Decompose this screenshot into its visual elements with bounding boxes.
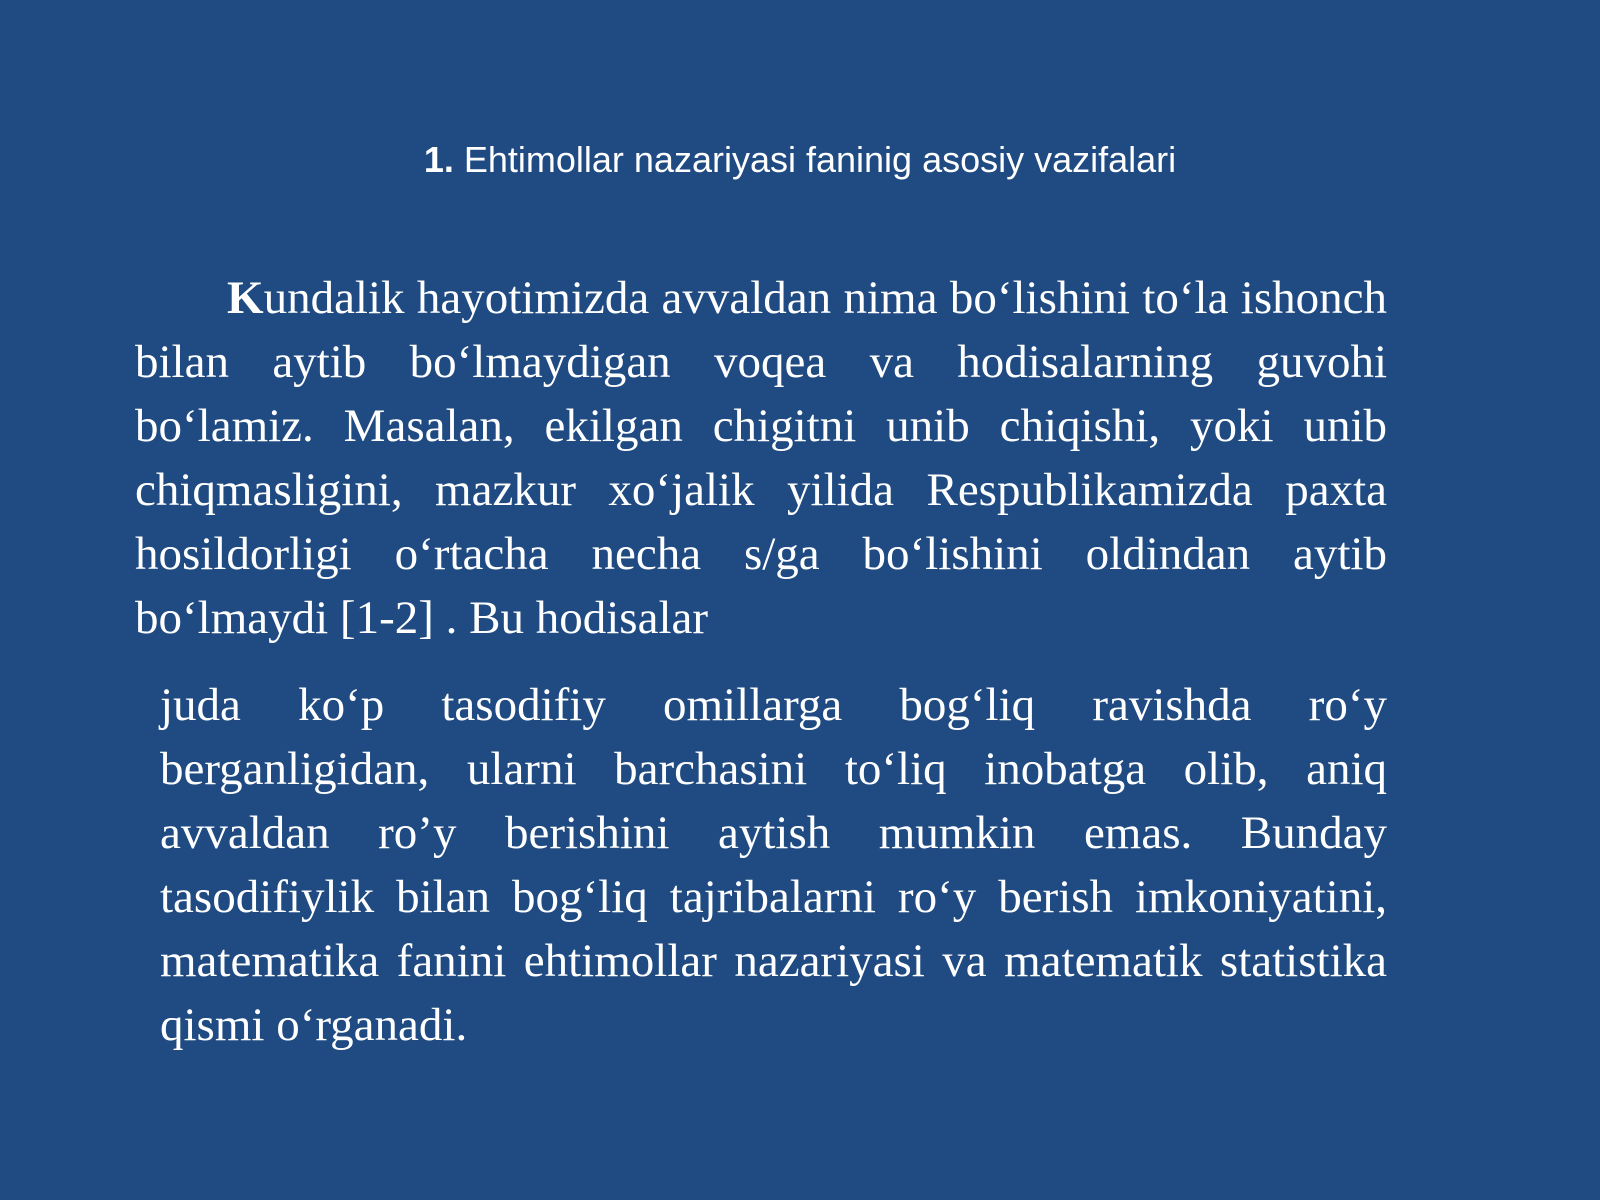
paragraph-1-text: undalik hayotimizda avvaldan nima bo‘lishini to‘la ishonch bilan aytib bo‘lmaydigan voqea va hodisalarning guvohi bo‘lamiz. Masalan, ekilgan chigitni unib chiqishi, yoki unib chiqmasligini, mazkur xo‘jalik yilida Respublikamizda paxta hosildorligi o‘rtacha necha s/ga bo‘lishini oldindan aytib bo‘lmaydi [1-2] . Bu hodisalar [135, 272, 1387, 644]
title-number: 1. [423, 139, 454, 180]
paragraph-first-letter: K [227, 272, 264, 324]
title-text: Ehtimollar nazariyasi faninig asosiy vazifalari [463, 139, 1177, 180]
slide-title [0, 136, 1600, 184]
paragraph-2-text: juda ko‘p tasodifiy omillarga bog‘liq ravishda ro‘y berganligidan, ularni barchasini to‘liq inobatga olib, aniq avvaldan ro’y berishini aytish mumkin emas. Bunday tasodifiylik bilan bog‘liq tajribalarni ro‘y berish imkoniyatini, matematika fanini ehtimollar nazariyasi va matematik statistika qismi o‘rganadi. [160, 679, 1387, 1051]
paragraph-1 [135, 266, 1387, 650]
paragraph-2 [160, 673, 1387, 1057]
